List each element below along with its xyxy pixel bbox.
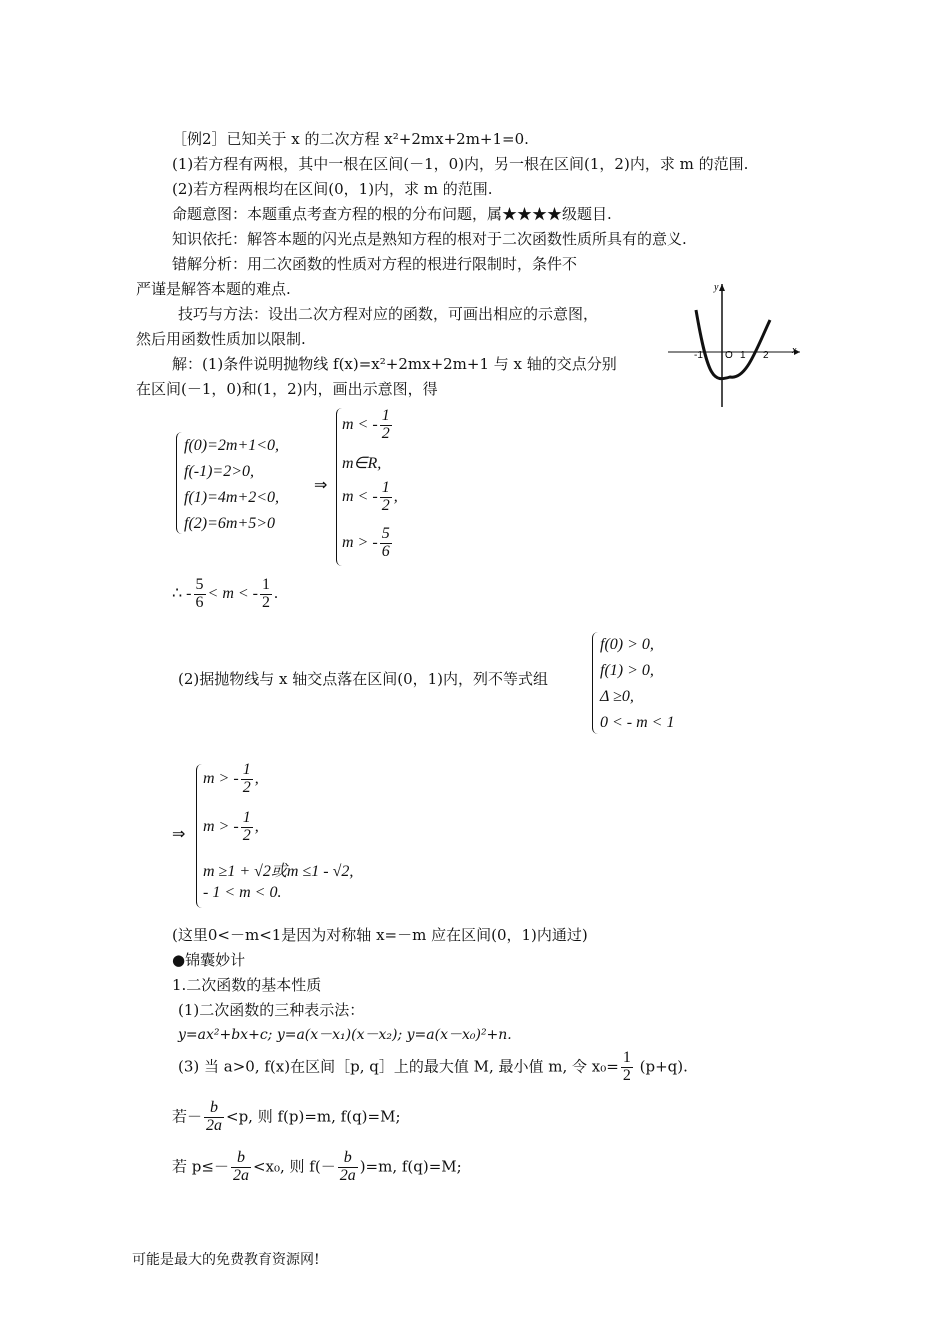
conclusion: [172, 577, 278, 612]
numerator: b: [338, 1150, 358, 1168]
tick-neg1: -1: [694, 350, 703, 361]
part-2-line: (2)据抛物线与 x 轴交点落在区间(0，1)内，列不等式组: [178, 670, 549, 688]
denominator: 2: [381, 496, 390, 514]
system-1-row: f(1)=4m+2<0,: [184, 489, 280, 506]
conclusion-text: < m < -: [207, 584, 258, 602]
x-axis-label: x: [792, 345, 797, 356]
case-1-line: [172, 1100, 401, 1135]
method-line-2: 然后用函数性质加以限制.: [136, 330, 306, 348]
tick-1: 1: [740, 350, 746, 361]
system-4-row: - 1 < m < 0.: [203, 884, 282, 901]
solution-line-2: 在区间(－1，0)和(1，2)内，画出示意图，得: [136, 380, 438, 398]
conclusion-text: .: [274, 584, 278, 602]
section-heading: ●锦囊妙计: [172, 951, 246, 969]
system-2-text: m > -: [342, 533, 378, 551]
numerator: 1: [262, 576, 270, 593]
system-2-text: m < -: [342, 415, 378, 433]
page-footer: 可能是最大的免费教育资源网!: [132, 1252, 320, 1268]
parabola-graph: [660, 280, 810, 410]
method-line-1: 技巧与方法：设出二次方程对应的函数，可画出相应的示意图，: [178, 305, 599, 323]
intent-line: 命题意图：本题重点考查方程的根的分布问题，属★★★★级题目.: [172, 205, 612, 223]
system-1-brace: [176, 432, 184, 534]
system-4-text: m > -: [203, 817, 239, 835]
forms-line: y=ax²+bx+c; y=a(x－x₁)(x－x₂); y=a(x－x₀)²+n.: [178, 1027, 512, 1043]
error-analysis-line-2: 严谨是解答本题的难点.: [136, 280, 291, 298]
system-1-row: f(0)=2m+1<0,: [184, 437, 280, 454]
system-2-text: ,: [393, 487, 398, 505]
denominator: 6: [195, 593, 204, 611]
subsection-heading: 1.二次函数的基本性质: [172, 976, 322, 994]
numerator: 1: [381, 407, 390, 424]
error-analysis-line-1: 错解分析：用二次函数的性质对方程的根进行限制时，条件不: [172, 255, 578, 273]
note-line: (这里0<－m<1是因为对称轴 x=－m 应在区间(0，1)内通过): [172, 926, 588, 944]
item-3-text: (p+q).: [639, 1057, 688, 1076]
case-2-line: [172, 1150, 462, 1185]
implies-arrow: ⇒: [314, 477, 328, 494]
system-1-row: f(2)=6m+5>0: [184, 515, 276, 532]
solution-line-1: 解：(1)条件说明抛物线 f(x)=x²+2mx+2m+1 与 x 轴的交点分别: [172, 355, 617, 373]
case-text: <p, 则 f(p)=m, f(q)=M;: [226, 1107, 401, 1126]
numerator: 5: [195, 576, 204, 593]
numerator: 1: [242, 761, 251, 778]
knowledge-line: 知识依托：解答本题的闪光点是熟知方程的根对于二次函数性质所具有的意义.: [172, 230, 687, 248]
numerator: 1: [622, 1049, 631, 1066]
parabola-curve: [696, 310, 770, 379]
system-3-row: f(1) > 0,: [600, 662, 654, 679]
case-text: 若 p≤－: [172, 1157, 229, 1176]
system-4-text: ,: [254, 769, 259, 787]
denominator: 2a: [232, 1166, 249, 1184]
item-3-text: (3) 当 a>0, f(x)在区间［p, q］上的最大值 M, 最小值 m, 令 x₀=: [178, 1057, 619, 1076]
case-text: <x₀, 则 f(－: [252, 1157, 336, 1176]
item-1-heading: (1)二次函数的三种表示法：: [178, 1001, 365, 1019]
numerator: 1: [242, 809, 251, 826]
system-3-row: f(0) > 0,: [600, 636, 654, 653]
tick-2: 2: [763, 350, 769, 361]
denominator: 2a: [206, 1116, 223, 1134]
case-text: 若－: [172, 1107, 203, 1126]
y-axis-label: y: [714, 282, 719, 293]
system-2-row: [342, 526, 394, 561]
y-axis-arrow-icon: [719, 284, 725, 291]
numerator: b: [231, 1150, 251, 1168]
example-title: ［例2］已知关于 x 的二次方程 x²+2mx+2m+1=0.: [172, 130, 529, 148]
question-2: (2)若方程两根均在区间(0，1)内，求 m 的范围.: [172, 180, 493, 198]
implies-arrow-2: ⇒: [172, 826, 186, 843]
case-text: )=m, f(q)=M;: [359, 1157, 462, 1176]
system-2-row: [342, 480, 398, 515]
denominator: 6: [381, 542, 390, 560]
numerator: b: [204, 1100, 224, 1118]
denominator: 2: [622, 1066, 631, 1084]
system-2-text: m < -: [342, 487, 378, 505]
denominator: 2: [242, 826, 251, 844]
denominator: 2: [242, 778, 251, 796]
system-4-text: m > -: [203, 769, 239, 787]
system-3-brace: [592, 632, 600, 734]
item-3-line: [178, 1050, 688, 1085]
denominator: 2a: [339, 1166, 356, 1184]
numerator: 1: [381, 479, 390, 496]
system-4-row: [203, 762, 259, 797]
system-4-row: [203, 810, 259, 845]
origin-label: O: [725, 350, 733, 361]
denominator: 2: [381, 424, 390, 442]
system-4-row: m ≥1 + √2或m ≤1 - √2,: [203, 863, 354, 880]
denominator: 2: [262, 593, 270, 611]
system-2-row: m∈R,: [342, 455, 382, 472]
system-3-row: Δ ≥0,: [600, 688, 634, 705]
system-1-row: f(-1)=2>0,: [184, 463, 255, 480]
conclusion-text: ∴ -: [172, 584, 192, 602]
system-4-text: ,: [254, 817, 259, 835]
question-1: (1)若方程有两根，其中一根在区间(－1，0)内，另一根在区间(1，2)内，求 m 的范围.: [172, 155, 749, 173]
numerator: 5: [381, 525, 390, 542]
system-2-row: [342, 408, 394, 443]
system-3-row: 0 < - m < 1: [600, 714, 675, 731]
